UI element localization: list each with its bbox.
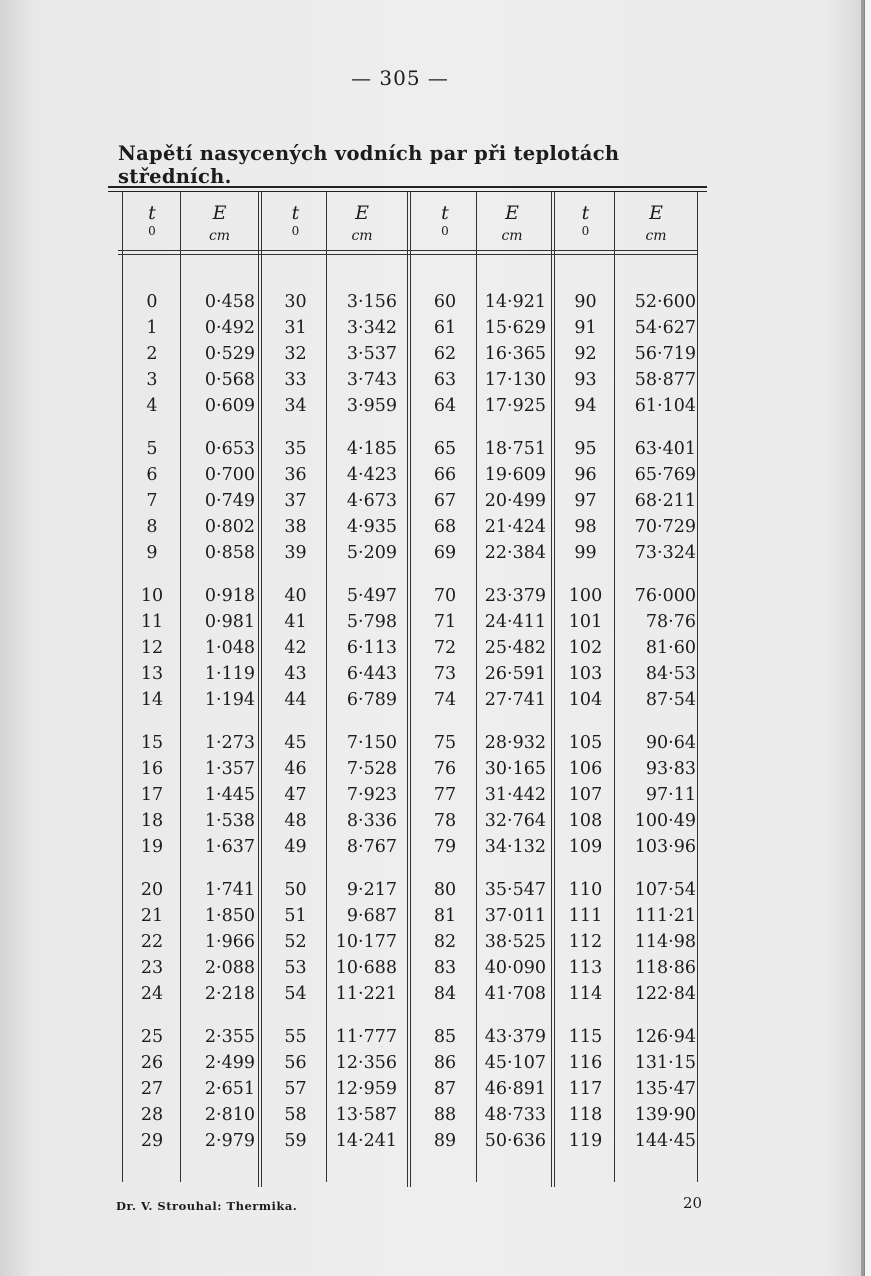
pressure-cell: 18·751 (484, 439, 546, 459)
temperature-cell: 112 (568, 931, 603, 952)
temperature-cell: 102 (568, 637, 603, 658)
temperature-cell: 78 (433, 810, 457, 831)
temperature-cell: 57 (284, 1078, 307, 1099)
temperature-cell: 68 (433, 516, 457, 537)
column-divider (697, 192, 698, 1182)
temperature-cell: 55 (284, 1027, 307, 1047)
pressure-cell: 5·497 (346, 586, 397, 606)
pressure-cell: 50·636 (484, 1130, 546, 1151)
temperature-cell: 15 (140, 733, 164, 753)
temperature-cell: 96 (574, 464, 597, 485)
pressure-cell: 3·156 (346, 292, 397, 312)
temperature-cell: 56 (284, 1052, 307, 1073)
pressure-cell: 68·211 (634, 490, 696, 511)
temperature-cell: 21 (140, 905, 164, 926)
temperature-cell: 85 (433, 1027, 457, 1047)
header-e: E (355, 202, 369, 224)
temperature-cell: 77 (433, 784, 457, 805)
pressure-cell: 11·777 (335, 1027, 397, 1047)
temperature-cell: 75 (433, 733, 457, 753)
header-t-unit: 0 (441, 224, 449, 238)
pressure-cell: 1·538 (204, 810, 255, 831)
temperature-cell: 113 (568, 957, 603, 978)
pressure-cell: 12·356 (335, 1052, 397, 1073)
temperature-cell: 0 (146, 292, 158, 312)
column-divider (614, 192, 615, 1182)
temperature-cell: 87 (433, 1078, 457, 1099)
temperature-cell: 98 (574, 516, 597, 537)
pressure-cell: 14·921 (484, 292, 546, 312)
pressure-cell: 3·743 (346, 369, 397, 390)
pressure-cell: 3·537 (346, 343, 397, 364)
pressure-cell: 70·729 (634, 516, 696, 537)
pressure-cell: 126·94 (634, 1027, 696, 1047)
pressure-cell: 34·132 (484, 836, 546, 857)
temperature-cell: 18 (140, 810, 164, 831)
pressure-cell: 65·769 (634, 464, 696, 485)
temperature-cell: 94 (574, 395, 597, 416)
pressure-cell: 5·209 (346, 542, 397, 563)
pressure-cell: 73·324 (634, 542, 696, 563)
temperature-cell: 9 (146, 542, 158, 563)
temperature-cell: 81 (433, 905, 457, 926)
temperature-cell: 117 (568, 1078, 603, 1099)
pressure-cell: 1·741 (204, 880, 255, 900)
pressure-cell: 1·048 (204, 637, 255, 658)
temperature-cell: 95 (574, 439, 597, 459)
pressure-cell: 46·891 (484, 1078, 546, 1099)
temperature-cell: 43 (284, 663, 307, 684)
temperature-cell: 108 (568, 810, 603, 831)
pressure-cell: 4·423 (346, 464, 397, 485)
pressure-cell: 7·923 (346, 784, 397, 805)
pressure-cell: 6·789 (346, 689, 397, 710)
pressure-cell: 2·218 (204, 983, 255, 1004)
temperature-cell: 35 (284, 439, 307, 459)
header-t-unit: 0 (291, 224, 300, 238)
pressure-cell: 100·49 (634, 810, 696, 831)
pressure-cell: 43·379 (484, 1027, 546, 1047)
pressure-cell: 0·609 (204, 395, 255, 416)
pressure-cell: 81·60 (645, 637, 696, 658)
pressure-cell: 11·221 (335, 983, 397, 1004)
pressure-cell: 1·194 (204, 689, 255, 710)
temperature-cell: 22 (140, 931, 164, 952)
header-t: t (148, 202, 156, 224)
temperature-cell: 116 (568, 1052, 603, 1073)
pressure-cell: 21·424 (484, 516, 546, 537)
pressure-cell: 19·609 (484, 464, 546, 485)
temperature-cell: 32 (284, 343, 307, 364)
pressure-cell: 1·850 (204, 905, 255, 926)
temperature-cell: 24 (140, 983, 164, 1004)
pressure-cell: 0·529 (204, 343, 255, 364)
temperature-cell: 86 (433, 1052, 457, 1073)
temperature-cell: 106 (568, 758, 603, 779)
column-divider (551, 192, 555, 1187)
temperature-cell: 70 (433, 586, 457, 606)
pressure-cell: 3·959 (346, 395, 397, 416)
header-e-unit: cm (501, 228, 523, 244)
temperature-cell: 83 (433, 957, 457, 978)
temperature-cell: 48 (284, 810, 307, 831)
temperature-cell: 63 (433, 369, 457, 390)
pressure-cell: 20·499 (484, 490, 546, 511)
pressure-cell: 7·150 (346, 733, 397, 753)
temperature-cell: 107 (568, 784, 603, 805)
pressure-cell: 10·177 (335, 931, 397, 952)
page-edge (864, 0, 871, 1276)
temperature-cell: 64 (433, 395, 457, 416)
pressure-cell: 0·858 (204, 542, 255, 563)
temperature-cell: 34 (284, 395, 307, 416)
temperature-cell: 97 (574, 490, 597, 511)
pressure-cell: 139·90 (634, 1104, 696, 1125)
temperature-cell: 28 (140, 1104, 164, 1125)
pressure-cell: 7·528 (346, 758, 397, 779)
pressure-cell: 14·241 (335, 1130, 397, 1151)
temperature-cell: 61 (433, 317, 457, 338)
temperature-cell: 103 (568, 663, 603, 684)
pressure-cell: 2·355 (204, 1027, 255, 1047)
header-e: E (505, 202, 519, 224)
pressure-cell: 122·84 (634, 983, 696, 1004)
temperature-cell: 90 (574, 292, 597, 312)
column-divider (122, 192, 123, 1182)
temperature-cell: 12 (140, 637, 164, 658)
temperature-cell: 2 (146, 343, 158, 364)
temperature-cell: 89 (433, 1130, 457, 1151)
pressure-cell: 63·401 (634, 439, 696, 459)
temperature-cell: 36 (284, 464, 307, 485)
temperature-cell: 1 (146, 317, 158, 338)
temperature-cell: 19 (140, 836, 164, 857)
pressure-cell: 0·918 (204, 586, 255, 606)
temperature-cell: 114 (568, 983, 603, 1004)
pressure-cell: 23·379 (484, 586, 546, 606)
pressure-cell: 8·767 (346, 836, 397, 857)
pressure-cell: 41·708 (484, 983, 546, 1004)
pressure-cell: 52·600 (634, 292, 696, 312)
temperature-cell: 72 (433, 637, 457, 658)
temperature-cell: 101 (568, 611, 603, 632)
pressure-cell: 2·088 (204, 957, 255, 978)
temperature-cell: 58 (284, 1104, 307, 1125)
pressure-cell: 48·733 (484, 1104, 546, 1125)
temperature-cell: 71 (433, 611, 457, 632)
pressure-cell: 4·935 (346, 516, 397, 537)
header-e-unit: cm (208, 228, 231, 244)
temperature-cell: 11 (140, 611, 164, 632)
pressure-cell: 0·568 (204, 369, 255, 390)
pressure-cell: 38·525 (484, 931, 546, 952)
temperature-cell: 100 (568, 586, 603, 606)
pressure-cell: 2·651 (204, 1078, 255, 1099)
pressure-cell: 17·130 (484, 369, 546, 390)
pressure-cell: 10·688 (335, 957, 397, 978)
pressure-cell: 56·719 (634, 343, 696, 364)
temperature-cell: 37 (284, 490, 307, 511)
temperature-cell: 79 (433, 836, 457, 857)
temperature-cell: 66 (433, 464, 457, 485)
pressure-cell: 2·499 (204, 1052, 255, 1073)
pressure-cell: 87·54 (645, 689, 696, 710)
temperature-cell: 31 (284, 317, 307, 338)
pressure-cell: 4·185 (346, 439, 397, 459)
temperature-cell: 74 (433, 689, 457, 710)
temperature-cell: 115 (568, 1027, 603, 1047)
pressure-cell: 144·45 (634, 1130, 696, 1151)
pressure-cell: 84·53 (645, 663, 696, 684)
header-e: E (649, 202, 663, 224)
pressure-cell: 78·76 (645, 611, 696, 632)
pressure-cell: 40·090 (484, 957, 546, 978)
pressure-cell: 9·687 (346, 905, 397, 926)
temperature-cell: 13 (140, 663, 164, 684)
temperature-cell: 76 (433, 758, 457, 779)
temperature-cell: 80 (433, 880, 457, 900)
pressure-cell: 17·925 (484, 395, 546, 416)
temperature-cell: 39 (284, 542, 307, 563)
pressure-cell: 13·587 (335, 1104, 397, 1125)
header-t: t (581, 202, 590, 224)
temperature-cell: 99 (574, 542, 597, 563)
temperature-cell: 110 (568, 880, 603, 900)
temperature-cell: 69 (433, 542, 457, 563)
temperature-cell: 20 (140, 880, 164, 900)
temperature-cell: 52 (284, 931, 307, 952)
header-t: t (291, 202, 300, 224)
temperature-cell: 10 (140, 586, 164, 606)
pressure-cell: 16·365 (484, 343, 546, 364)
pressure-cell: 3·342 (346, 317, 397, 338)
temperature-cell: 8 (146, 516, 158, 537)
pressure-cell: 26·591 (484, 663, 546, 684)
temperature-cell: 109 (568, 836, 603, 857)
temperature-cell: 104 (568, 689, 603, 710)
pressure-cell: 27·741 (484, 689, 546, 710)
pressure-cell: 114·98 (634, 931, 696, 952)
temperature-cell: 93 (574, 369, 597, 390)
pressure-cell: 6·443 (346, 663, 397, 684)
pressure-cell: 31·442 (484, 784, 546, 805)
temperature-cell: 5 (146, 439, 158, 459)
temperature-cell: 7 (146, 490, 158, 511)
pressure-cell: 12·959 (335, 1078, 397, 1099)
pressure-cell: 25·482 (484, 637, 546, 658)
temperature-cell: 88 (433, 1104, 457, 1125)
table-title: Napětí nasycených vodních par při teplotách středních. (118, 142, 620, 188)
pressure-cell: 131·15 (634, 1052, 696, 1073)
footer-sheet-number: 20 (683, 1194, 703, 1212)
column-divider (407, 192, 411, 1187)
pressure-cell: 103·96 (634, 836, 696, 857)
temperature-cell: 14 (140, 689, 164, 710)
pressure-cell: 118·86 (634, 957, 696, 978)
temperature-cell: 45 (284, 733, 307, 753)
pressure-cell: 1·966 (204, 931, 255, 952)
pressure-cell: 0·653 (204, 439, 255, 459)
temperature-cell: 26 (140, 1052, 164, 1073)
header-t-unit: 0 (148, 224, 156, 238)
header-t-unit: 0 (581, 224, 590, 238)
pressure-cell: 30·165 (484, 758, 546, 779)
pressure-cell: 0·700 (204, 464, 255, 485)
pressure-cell: 5·798 (346, 611, 397, 632)
temperature-cell: 6 (146, 464, 158, 485)
temperature-cell: 59 (284, 1130, 307, 1151)
pressure-cell: 107·54 (634, 880, 696, 900)
pressure-cell: 111·21 (634, 905, 696, 926)
header-t: t (441, 202, 449, 224)
pressure-cell: 8·336 (346, 810, 397, 831)
pressure-cell: 2·979 (204, 1130, 255, 1151)
temperature-cell: 62 (433, 343, 457, 364)
pressure-cell: 0·802 (204, 516, 255, 537)
temperature-cell: 44 (284, 689, 307, 710)
pressure-cell: 32·764 (484, 810, 546, 831)
temperature-cell: 73 (433, 663, 457, 684)
pressure-cell: 15·629 (484, 317, 546, 338)
pressure-cell: 97·11 (645, 784, 696, 805)
temperature-cell: 38 (284, 516, 307, 537)
temperature-cell: 67 (433, 490, 457, 511)
temperature-cell: 47 (284, 784, 307, 805)
pressure-cell: 24·411 (484, 611, 546, 632)
temperature-cell: 82 (433, 931, 457, 952)
footer-author: Dr. V. Strouhal: Thermika. (116, 1199, 298, 1213)
pressure-cell: 9·217 (346, 880, 397, 900)
pressure-cell: 1·637 (204, 836, 255, 857)
temperature-cell: 49 (284, 836, 307, 857)
pressure-cell: 93·83 (645, 758, 696, 779)
column-divider (180, 192, 181, 1182)
temperature-cell: 84 (433, 983, 457, 1004)
pressure-cell: 90·64 (645, 733, 696, 753)
temperature-cell: 60 (433, 292, 457, 312)
temperature-cell: 25 (140, 1027, 164, 1047)
temperature-cell: 118 (568, 1104, 603, 1125)
pressure-cell: 45·107 (484, 1052, 546, 1073)
temperature-cell: 50 (284, 880, 307, 900)
temperature-cell: 17 (140, 784, 164, 805)
column-divider (258, 192, 262, 1187)
pressure-cell: 37·011 (484, 905, 546, 926)
temperature-cell: 27 (140, 1078, 164, 1099)
pressure-cell: 2·810 (204, 1104, 255, 1125)
pressure-cell: 58·877 (634, 369, 696, 390)
pressure-cell: 4·673 (346, 490, 397, 511)
temperature-cell: 105 (568, 733, 603, 753)
temperature-cell: 30 (284, 292, 307, 312)
temperature-cell: 51 (284, 905, 307, 926)
temperature-cell: 3 (146, 369, 158, 390)
pressure-cell: 76·000 (634, 586, 696, 606)
pressure-cell: 54·627 (634, 317, 696, 338)
temperature-cell: 46 (284, 758, 307, 779)
temperature-cell: 40 (284, 586, 307, 606)
pressure-cell: 0·492 (204, 317, 255, 338)
page-number: — 305 — (351, 66, 449, 90)
temperature-cell: 54 (284, 983, 307, 1004)
temperature-cell: 111 (568, 905, 603, 926)
pressure-cell: 0·458 (204, 292, 255, 312)
header-e-unit: cm (645, 228, 667, 244)
header-e: E (212, 202, 227, 224)
pressure-cell: 1·357 (204, 758, 255, 779)
temperature-cell: 29 (140, 1130, 164, 1151)
pressure-cell: 35·547 (484, 880, 546, 900)
temperature-cell: 119 (568, 1130, 603, 1151)
pressure-cell: 1·273 (204, 733, 255, 753)
header-e-unit: cm (351, 228, 373, 244)
pressure-cell: 22·384 (484, 542, 546, 563)
temperature-cell: 16 (140, 758, 164, 779)
temperature-cell: 4 (146, 395, 158, 416)
pressure-cell: 1·445 (204, 784, 255, 805)
pressure-cell: 61·104 (634, 395, 696, 416)
pressure-cell: 0·749 (204, 490, 255, 511)
temperature-cell: 65 (433, 439, 457, 459)
temperature-cell: 92 (574, 343, 597, 364)
temperature-cell: 53 (284, 957, 307, 978)
pressure-cell: 0·981 (204, 611, 255, 632)
pressure-cell: 135·47 (634, 1078, 696, 1099)
temperature-cell: 91 (574, 317, 597, 338)
temperature-cell: 23 (140, 957, 164, 978)
pressure-cell: 6·113 (346, 637, 397, 658)
pressure-cell: 1·119 (204, 663, 255, 684)
temperature-cell: 41 (284, 611, 307, 632)
temperature-cell: 33 (284, 369, 307, 390)
temperature-cell: 42 (284, 637, 307, 658)
pressure-cell: 28·932 (484, 733, 546, 753)
